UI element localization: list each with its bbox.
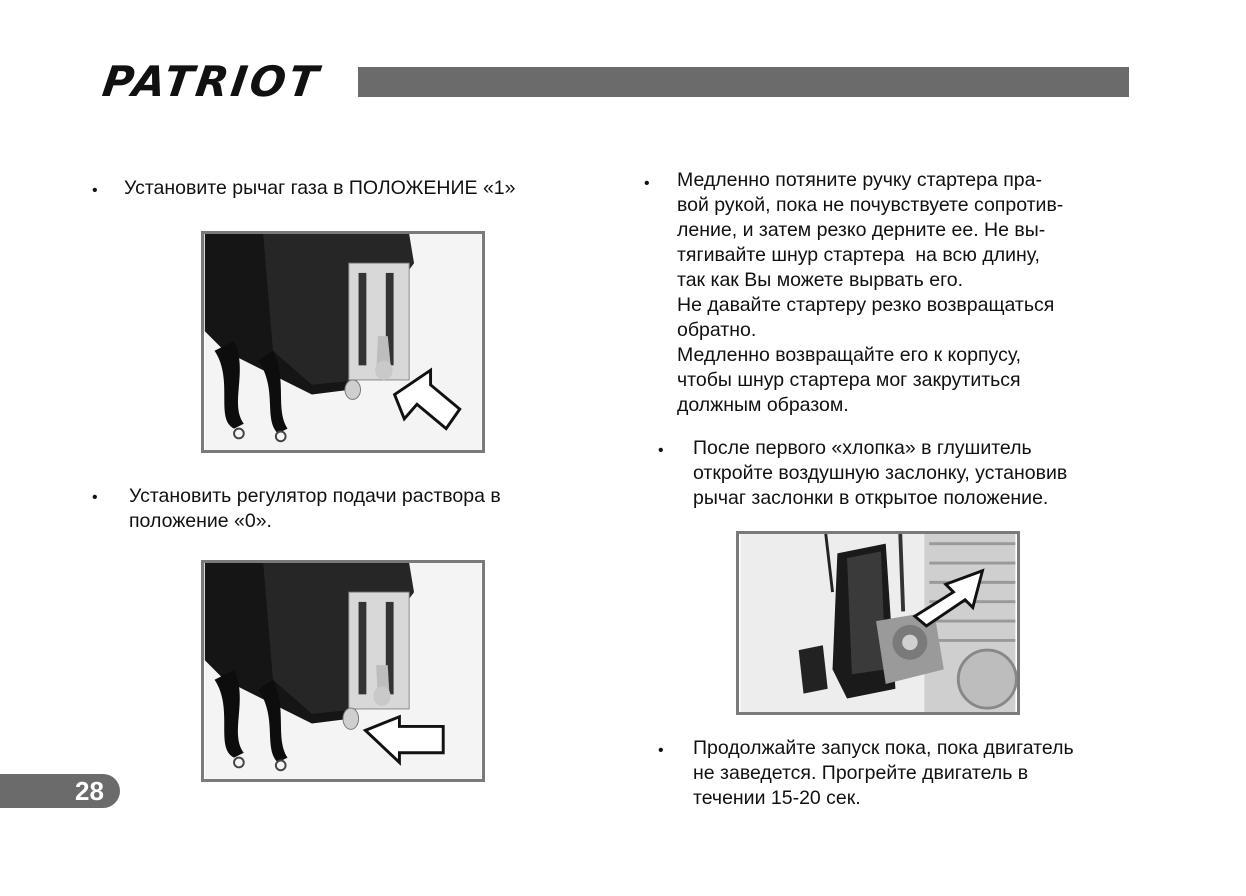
bullet-icon: • [92, 489, 98, 506]
bullet-icon: • [658, 742, 664, 759]
page-number: 28 [75, 776, 104, 806]
choke-lever-image [739, 534, 1017, 712]
right-item-3-text [693, 736, 1074, 811]
text-line: Установить регулятор подачи раствора в [129, 485, 501, 507]
text-line: После первого «хлопка» в глушитель [693, 437, 1032, 459]
bullet-icon: • [644, 175, 650, 192]
text-line: так как Вы можете вырвать его. [677, 269, 964, 291]
text-line: откройте воздушную заслонку, установив [693, 462, 1068, 484]
left-item-1-text: Установите рычаг газа в ПОЛОЖЕНИЕ «1» [124, 177, 516, 199]
text-line: обратно. [677, 319, 757, 341]
text-line: не заведется. Прогрейте двигатель в [693, 762, 1029, 784]
patriot-logo: PATRIOT [99, 57, 324, 106]
photo-feed-regulator-0 [201, 560, 485, 782]
photo-choke-lever [736, 531, 1020, 715]
right-item-2-text [693, 436, 1067, 511]
text-line: ление, и затем резко дерните ее. Не вы- [677, 219, 1046, 241]
text-line: тягивайте шнур стартера на всю длину, [677, 244, 1040, 266]
text-line: положение «0». [129, 510, 272, 532]
left-item-2-text [129, 484, 501, 534]
header-bar [358, 67, 1129, 97]
text-line: должным образом. [677, 394, 849, 416]
bullet-icon: • [92, 182, 98, 199]
bullet-icon: • [658, 442, 664, 459]
photo-throttle-position-1 [201, 231, 485, 453]
text-line: Медленно возвращайте его к корпусу, [677, 344, 1022, 366]
text-line: чтобы шнур стартера мог закрутиться [677, 369, 1021, 391]
throttle-lever-image [204, 234, 482, 450]
text-line: вой рукой, пока не почувствуете сопротив- [677, 194, 1064, 216]
right-item-1-text [677, 168, 1063, 418]
text-line: течении 15-20 сек. [693, 787, 861, 809]
feed-regulator-image [204, 563, 482, 779]
text-line: рычаг заслонки в открытое положение. [693, 487, 1049, 509]
text-line: Не давайте стартеру резко возвращаться [677, 294, 1055, 316]
text-line: Медленно потяните ручку стартера пра- [677, 169, 1042, 191]
text-line: Продолжайте запуск пока, пока двигатель [693, 737, 1074, 759]
